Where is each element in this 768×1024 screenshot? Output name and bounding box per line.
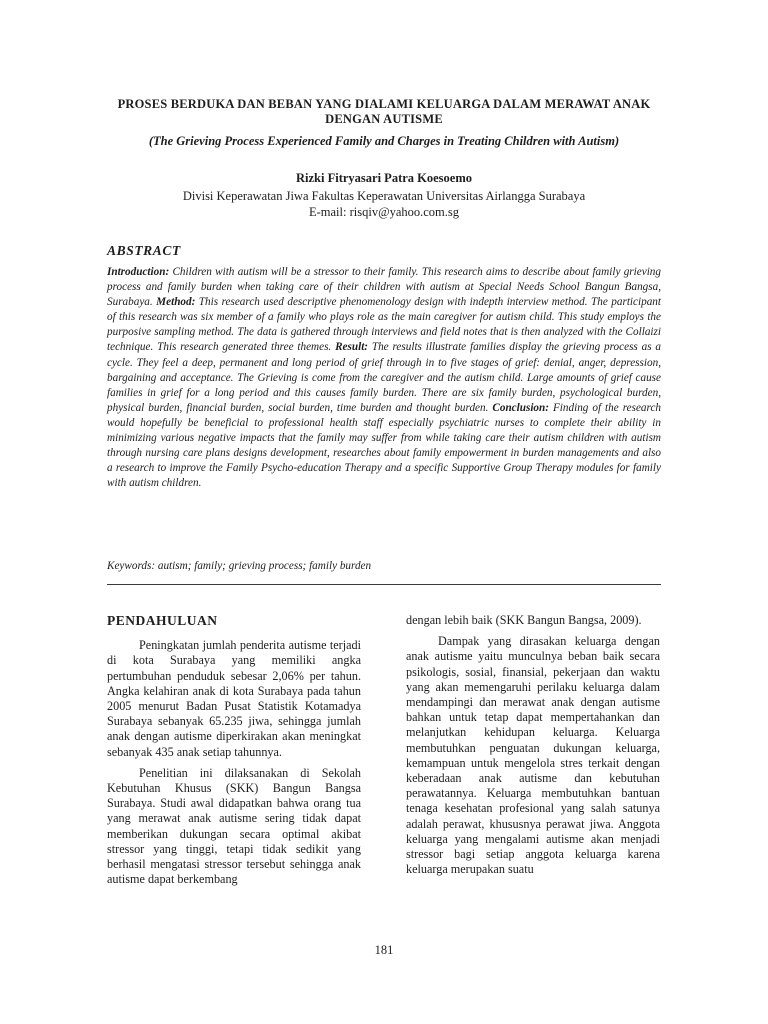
- author-email[interactable]: E-mail: risqiv@yahoo.com.sg: [308, 205, 460, 219]
- body-paragraph: Peningkatan jumlah penderita autisme terjadi di kota Surabaya yang memiliki angka pertumbuhan penduduk sebesar 2,06% per tahun. Angka kelahiran anak di kota Surabaya pada tahun 2005 menurut Badan Pusat Statistik Kotamadya Surabaya sebanyak 65.235 jiwa, sehingga jumlah anak dengan autisme diperkirakan akan meningkat sebanyak 435 anak setiap tahunnya.: [107, 638, 361, 759]
- body-paragraph: Dampak yang dirasakan keluarga dengan anak autisme yaitu munculnya beban baik secara psikologis, sosial, finansial, pekerjaan dan waktu yang akan memengaruhi perilaku keluarga dalam mendampingi dan merawat anak dengan autisme bahkan untuk tetap dapat mempertahankan dan melanjutkan kehidupan keluarga. Keluarga membutuhkan penguatan dukungan keluarga, kemampuan untuk mengelola stres terkait dengan keberadaan anak autisme dan kebutuhan perawatannya. Keluarga membutuhkan bantuan tenaga kesehatan profesional yang salah satunya adalah perawat, khususnya perawat jiwa. Anggota keluarga yang mengalami autisme akan menjadi stressor bagi setiap anggota keluarga karena keluarga merupakan suatu: [406, 634, 660, 877]
- author-block: [107, 188, 661, 220]
- abstract-conclusion-label: Conclusion:: [492, 401, 549, 414]
- section-heading: PENDAHULUAN: [107, 613, 218, 628]
- abstract-conclusion-text: Finding of the research would hopefully be beneficial to professional health staff especially psychiatric nurses to complete their ability in minimizing various negative impacts that the family may suffer from while taking care their autism children with autism through nursing care plans designs development, researches about family empowerment in burden managements and also a research to improve the Family Psycho-education Therapy and a specific Supportive Group Therapy modules for family with autism children.: [107, 401, 662, 490]
- abstract-method-label: Method:: [156, 296, 196, 309]
- abstract-heading: ABSTRACT: [107, 243, 181, 258]
- abstract-intro-label: Introduction:: [107, 266, 170, 278]
- section-divider: [107, 584, 661, 585]
- author-affiliation: Divisi Keperawatan Jiwa Fakultas Keperawatan Universitas Airlangga Surabaya: [182, 189, 586, 203]
- abstract-intro-text: Children with autism will be a stressor to their family. This research aims to describe about family grieving process and family burden when taking care of their children with autism at Special Needs School Bangun Bangsa, Surabaya.: [107, 266, 661, 309]
- abstract-body: [107, 265, 661, 491]
- body-paragraph: Penelitian ini dilaksanakan di Sekolah Kebutuhan Khusus (SKK) Bangun Bangsa Surabaya. Studi awal didapatkan bahwa orang tua yang merawat anak autisme sering tidak dapat memberikan dukungan secara optimal akibat stressor yang tinggi, tetapi tidak sedikit yang berhasil mengatasi stressor tersebut sehingga anak autisme dapat berkembang: [107, 765, 361, 887]
- author-name: Rizki Fitryasari Patra Koesoemo: [296, 171, 472, 185]
- abstract-result-text: The results illustrate families display the grieving process as a cycle. They feel a deep, permanent and long period of grief through in to five stages of grief: denial, anger, depression, bargaining and acceptance. The Grieving is come from the caregiver and the autism child. Large amounts of grief cause families in grief for a long period and this causes family burden. There are six family burden, psychological burden, physical burden, financial burden, social burden, time burden and thought burden.: [107, 341, 662, 414]
- body-paragraph-continuation: dengan lebih baik (SKK Bangun Bangsa, 2009).: [406, 613, 642, 627]
- keywords: Keywords: autism; family; grieving process; family burden: [107, 560, 372, 572]
- left-column: [107, 609, 361, 893]
- abstract-result-label: Result:: [335, 341, 369, 354]
- paper-page: [107, 0, 661, 1024]
- paper-subtitle: (The Grieving Process Experienced Family and Charges in Treating Children with Autism): [148, 134, 620, 148]
- paper-title: PROSES BERDUKA DAN BEBAN YANG DIALAMI KELUARGA DALAM MERAWAT ANAK DENGAN AUTISME: [117, 97, 651, 126]
- right-column: [406, 613, 660, 883]
- page-number: 181: [374, 943, 394, 957]
- abstract-method-text: This research used descriptive phenomenology design with indepth interview method. The participant of this research was six member of a family who plays role as the main caregiver for autism child. This study employs the purposive sampling method. The data is gathered through interviews and field notes that is then analyzed with the Collaizi technique. This research generated three themes.: [107, 296, 661, 354]
